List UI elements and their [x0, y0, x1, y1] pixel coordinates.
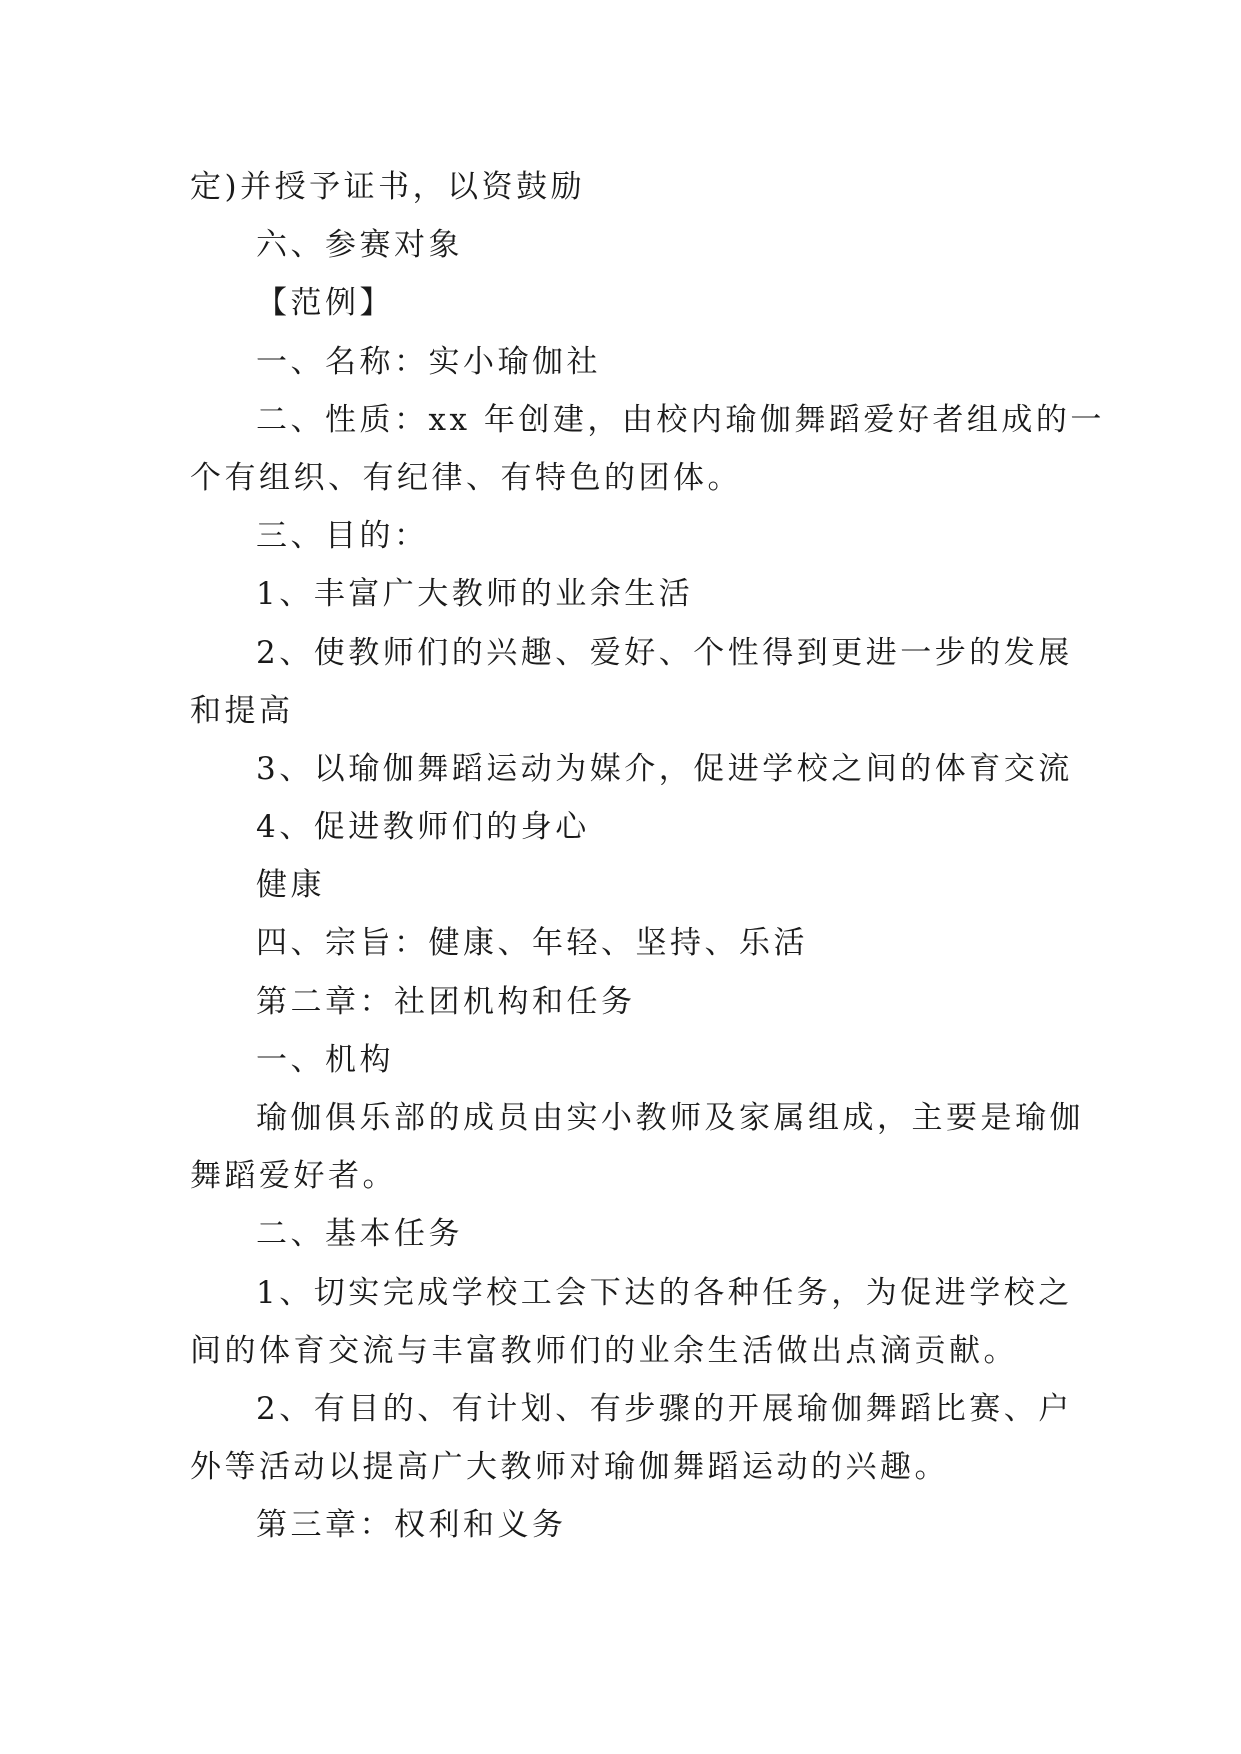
text-line: 个有组织、有纪律、有特色的团体。 — [190, 459, 742, 496]
section-heading: 六、参赛对象 — [256, 227, 463, 264]
section-heading: 三、目的： — [256, 518, 429, 555]
text-line: 定)并授予证书，以资鼓励 — [190, 169, 586, 205]
section-heading: 二、基本任务 — [256, 1216, 463, 1253]
text-line: 和提高 — [190, 692, 294, 729]
text-line: 瑜伽俱乐部的成员由实小教师及家属组成，主要是瑜伽 — [256, 1100, 1084, 1136]
list-item: 2、有目的、有计划、有步骤的开展瑜伽舞蹈比赛、户 — [256, 1390, 1073, 1427]
list-item: 1、丰富广大教师的业余生活 — [256, 576, 694, 613]
text-line: 外等活动以提高广大教师对瑜伽舞蹈运动的兴趣。 — [190, 1449, 949, 1486]
text-line: 舞蹈爱好者。 — [190, 1158, 397, 1195]
list-item: 3、以瑜伽舞蹈运动为媒介，促进学校之间的体育交流 — [256, 750, 1073, 787]
section-heading: 一、机构 — [256, 1041, 394, 1078]
list-item: 4、促进教师们的身心 — [256, 809, 590, 846]
text-line: 一、名称：实小瑜伽社 — [256, 343, 601, 380]
chapter-heading: 第二章：社团机构和任务 — [256, 983, 636, 1020]
list-item: 2、使教师们的兴趣、爱好、个性得到更进一步的发展 — [256, 634, 1073, 671]
document-body — [190, 158, 1105, 1555]
text-line: 四、宗旨：健康、年轻、坚持、乐活 — [256, 925, 808, 962]
section-heading: 【范例】 — [256, 285, 394, 322]
text-line: 健康 — [256, 867, 325, 904]
text-line: 间的体育交流与丰富教师们的业余生活做出点滴贡献。 — [190, 1332, 1018, 1369]
list-item: 1、切实完成学校工会下达的各种任务，为促进学校之 — [256, 1274, 1073, 1311]
chapter-heading: 第三章：权利和义务 — [256, 1507, 567, 1544]
text-line: 二、性质：xx 年创建，由校内瑜伽舞蹈爱好者组成的一 — [256, 401, 1105, 438]
